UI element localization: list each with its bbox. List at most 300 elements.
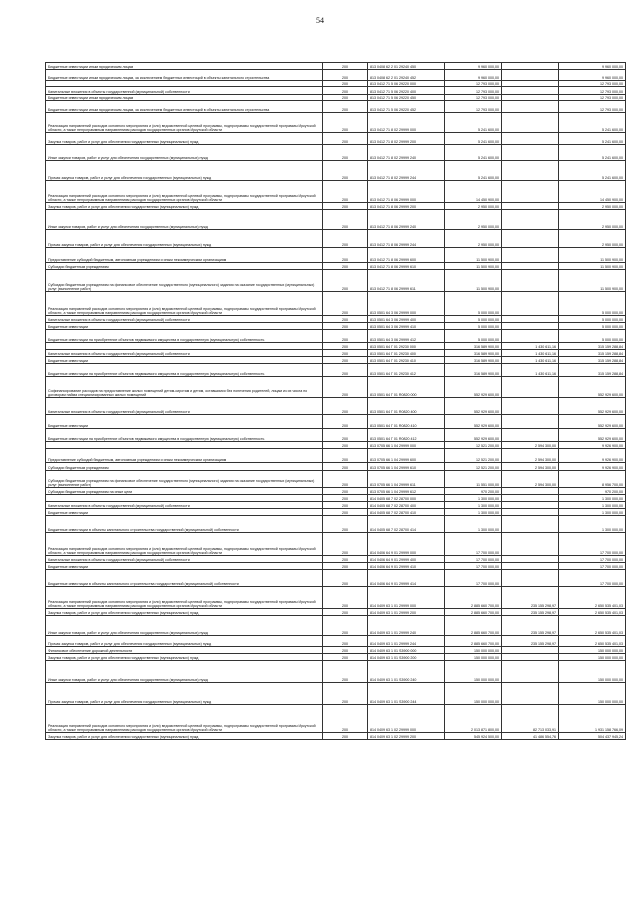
budget-table	[45, 62, 626, 740]
row-value-1: 1 300 000,00	[445, 509, 502, 516]
row-name: Бюджетные инвестиции	[46, 323, 323, 330]
row-number: 200	[323, 647, 368, 654]
row-name: Закупка товаров, работ и услуг для обеспечения государственных (муниципальных) нужд	[46, 609, 323, 616]
row-value-3: 1 931 158 766,09	[559, 705, 626, 733]
row-value-3: 5 241 600,00	[559, 161, 626, 181]
row-value-2	[502, 210, 559, 230]
row-value-2	[502, 133, 559, 145]
row-name: Бюджетные инвестиции	[46, 509, 323, 516]
row-value-3: 9 926 900,00	[559, 442, 626, 449]
row-number: 200	[323, 101, 368, 113]
row-code: 813 0408 62 2 01 29240 452	[368, 70, 445, 81]
row-value-1: 1 300 000,00	[445, 516, 502, 533]
row-value-2	[502, 570, 559, 587]
row-number: 200	[323, 377, 368, 398]
row-name: Бюджетные инвестиции	[46, 563, 323, 570]
row-code: 813 0408 62 2 01 29240 450	[368, 63, 445, 70]
row-name: Бюджетные инвестиции	[46, 415, 323, 429]
table-row	[46, 415, 626, 429]
row-value-2	[502, 415, 559, 429]
row-name: Капитальные вложения в объекты государственной (муниципальной) собственности	[46, 87, 323, 95]
row-value-3: 315 159 288,84	[559, 364, 626, 377]
table-row	[46, 316, 626, 323]
table-row	[46, 563, 626, 570]
row-value-1: 545 924 500,00	[445, 733, 502, 740]
row-name: Субсидии бюджетным учреждениям на финансовое обеспечение государственного (муниципального) задания на оказание государственных (муниципальных) услуг (выполнение работ)	[46, 270, 323, 292]
row-code: 813 0705 66 1 04 29999 610	[368, 463, 445, 471]
row-value-3: 14 450 900,00	[559, 181, 626, 203]
table-row	[46, 733, 626, 740]
row-name	[46, 495, 323, 502]
row-value-2	[502, 683, 559, 705]
row-code: 814 0409 63 1 01 S3900 240	[368, 661, 445, 683]
table-row	[46, 488, 626, 495]
row-code: 814 0409 63 1 01 29999 244	[368, 636, 445, 647]
row-number: 200	[323, 442, 368, 449]
row-name: Бюджетные инвестиции на приобретение объектов недвижимого имущества в государственную (муниципальную) собственность	[46, 429, 323, 442]
table-row	[46, 587, 626, 609]
row-value-3: 17 700 000,00	[559, 563, 626, 570]
row-value-2	[502, 398, 559, 415]
row-name: Субсидии бюджетным учреждениям	[46, 263, 323, 270]
row-name: Бюджетные инвестиции иным юридическим лицам, за исключением бюджетных инвестиций в объекты капитального строительства	[46, 70, 323, 81]
row-name: Финансовое обеспечение дорожной деятельности	[46, 647, 323, 654]
row-value-2	[502, 654, 559, 661]
row-value-3: 2 950 000,00	[559, 230, 626, 248]
row-value-3: 12 793 000,00	[559, 101, 626, 113]
row-value-2	[502, 87, 559, 95]
row-name: Иные закупки товаров, работ и услуг для обеспечения государственных (муниципальных) нужд	[46, 616, 323, 636]
table-row	[46, 330, 626, 343]
row-value-1: 12 521 200,00	[445, 449, 502, 463]
row-name: Капитальные вложения в объекты государственной (муниципальной) собственности	[46, 350, 323, 357]
row-value-1: 2 950 000,00	[445, 203, 502, 210]
row-code: 814 0409 63 1 01 29999 000	[368, 587, 445, 609]
row-value-3: 1 300 000,00	[559, 495, 626, 502]
row-value-2	[502, 316, 559, 323]
table-row	[46, 516, 626, 533]
table-row	[46, 357, 626, 364]
row-value-1: 5 241 600,00	[445, 161, 502, 181]
row-value-1: 12 793 000,00	[445, 95, 502, 101]
table-row	[46, 323, 626, 330]
row-value-2: 82 713 033,91	[502, 705, 559, 733]
row-value-1: 2 885 660 700,00	[445, 616, 502, 636]
row-value-1: 17 700 000,00	[445, 570, 502, 587]
row-value-3: 9 926 900,00	[559, 449, 626, 463]
row-name: Реализация направлений расходов основного мероприятия и (или) ведомственной целевой программы, подпрограммы государственной программы Иркутской области, а также непрограммным направлениям расходов государственных органов Иркутской области	[46, 705, 323, 733]
row-value-2	[502, 203, 559, 210]
row-value-3: 17 700 000,00	[559, 570, 626, 587]
row-code: 814 0405 68 7 02 28700 000	[368, 495, 445, 502]
row-value-3: 552 929 600,00	[559, 415, 626, 429]
row-number: 200	[323, 113, 368, 133]
row-number: 200	[323, 471, 368, 488]
row-number: 200	[323, 609, 368, 616]
table-row	[46, 87, 626, 95]
row-value-2: 1 430 611,16	[502, 350, 559, 357]
row-code: 814 0405 68 7 02 28700 414	[368, 516, 445, 533]
row-value-1: 2 885 660 700,00	[445, 587, 502, 609]
row-number: 200	[323, 316, 368, 323]
row-value-3: 552 929 600,00	[559, 377, 626, 398]
row-value-2	[502, 181, 559, 203]
row-code: 814 0409 63 1 02 29999 000	[368, 705, 445, 733]
row-code: 814 0405 68 7 02 28700 410	[368, 509, 445, 516]
row-value-1: 12 521 200,00	[445, 463, 502, 471]
table-row	[46, 377, 626, 398]
row-value-2	[502, 488, 559, 495]
row-code: 813 0501 64 3 06 29999 400	[368, 316, 445, 323]
table-row	[46, 70, 626, 81]
row-value-3: 2 950 000,00	[559, 210, 626, 230]
row-value-3: 504 437 945,24	[559, 733, 626, 740]
row-code: 814 0409 63 1 01 29999 200	[368, 609, 445, 616]
row-value-1: 5 241 600,00	[445, 133, 502, 145]
row-value-3: 552 929 600,00	[559, 398, 626, 415]
table-row	[46, 248, 626, 263]
row-value-3: 1 300 000,00	[559, 502, 626, 509]
row-code: 813 0412 71 8 06 29999 610	[368, 263, 445, 270]
row-value-2	[502, 533, 559, 556]
row-value-3: 9 960 000,00	[559, 70, 626, 81]
row-number: 200	[323, 210, 368, 230]
table-row	[46, 145, 626, 161]
row-value-1: 316 589 900,00	[445, 364, 502, 377]
row-number: 200	[323, 683, 368, 705]
row-value-1: 552 929 600,00	[445, 415, 502, 429]
table-row	[46, 161, 626, 181]
row-number: 200	[323, 263, 368, 270]
row-name: Софинансирование расходов на предоставление жилых помещений детям-сиротам и детям, оставшимся без попечения родителей, лицам из их числа по договорам найма специализированных жилых помещений	[46, 377, 323, 398]
row-number: 200	[323, 270, 368, 292]
row-value-2	[502, 502, 559, 509]
row-value-3: 1 300 000,00	[559, 509, 626, 516]
row-value-1: 1 300 000,00	[445, 495, 502, 502]
row-value-1: 150 000 000,00	[445, 661, 502, 683]
row-value-1: 11 500 900,00	[445, 263, 502, 270]
row-value-1: 17 700 000,00	[445, 533, 502, 556]
table-row	[46, 101, 626, 113]
row-value-1: 150 000 000,00	[445, 683, 502, 705]
row-number: 200	[323, 733, 368, 740]
row-number: 200	[323, 63, 368, 70]
row-number: 200	[323, 350, 368, 357]
row-name: Предоставление субсидий бюджетным, автономным учреждениям и иным некоммерческим организациям	[46, 248, 323, 263]
row-value-2	[502, 556, 559, 563]
row-value-2	[502, 70, 559, 81]
row-number: 200	[323, 357, 368, 364]
row-code: 814 0409 63 1 01 S3900 000	[368, 647, 445, 654]
row-name	[46, 343, 323, 350]
row-code: 813 0412 71 8 02 29999 000	[368, 113, 445, 133]
table-row	[46, 616, 626, 636]
row-code: 813 0501 64 Г 01 R0820 412	[368, 429, 445, 442]
row-number: 200	[323, 495, 368, 502]
row-value-1: 12 793 000,00	[445, 101, 502, 113]
table-row	[46, 683, 626, 705]
row-value-3: 315 159 288,84	[559, 343, 626, 350]
table-row	[46, 230, 626, 248]
row-value-2: 1 430 611,16	[502, 343, 559, 350]
row-value-3: 12 793 000,00	[559, 87, 626, 95]
row-number: 200	[323, 70, 368, 81]
row-name: Прочая закупка товаров, работ и услуг для обеспечения государственных (муниципальных) нужд	[46, 161, 323, 181]
row-code: 813 0412 71 8 06 29999 200	[368, 203, 445, 210]
row-number: 200	[323, 364, 368, 377]
row-value-2	[502, 230, 559, 248]
row-value-2	[502, 113, 559, 133]
table-row	[46, 113, 626, 133]
row-value-1: 552 929 600,00	[445, 429, 502, 442]
row-name: Бюджетные инвестиции на приобретение объектов недвижимого имущества в государственную (муниципальную) собственность	[46, 364, 323, 377]
page-number: 54	[316, 16, 324, 25]
row-name: Бюджетные инвестиции	[46, 357, 323, 364]
row-name: Бюджетные инвестиции в объекты капитального строительства государственной (муниципальной) собственности	[46, 570, 323, 587]
row-value-1: 11 551 000,00	[445, 471, 502, 488]
row-value-1: 5 000 000,00	[445, 323, 502, 330]
row-number: 200	[323, 488, 368, 495]
row-value-1: 552 929 600,00	[445, 377, 502, 398]
row-value-1: 970 200,00	[445, 488, 502, 495]
table-row	[46, 292, 626, 316]
row-value-2	[502, 323, 559, 330]
row-number: 200	[323, 292, 368, 316]
row-value-1: 9 960 000,00	[445, 70, 502, 81]
row-name: Субсидии бюджетным учреждениям	[46, 463, 323, 471]
row-name: Реализация направлений расходов основного мероприятия и (или) ведомственной целевой программы, подпрограммы государственной программы Иркутской области, а также непрограммным направлениям расходов государственных органов Иркутской области	[46, 292, 323, 316]
row-value-3: 552 929 600,00	[559, 429, 626, 442]
row-value-1: 17 700 000,00	[445, 556, 502, 563]
row-value-3: 17 700 000,00	[559, 533, 626, 556]
table-row	[46, 705, 626, 733]
row-code: 813 0412 71 8 06 29999 600	[368, 248, 445, 263]
row-value-1: 11 500 900,00	[445, 270, 502, 292]
row-value-2	[502, 63, 559, 70]
table-row	[46, 449, 626, 463]
row-value-2	[502, 330, 559, 343]
table-row	[46, 654, 626, 661]
row-code: 813 0412 71 5 06 29220 400	[368, 87, 445, 95]
row-value-2: 1 430 611,16	[502, 357, 559, 364]
row-number: 200	[323, 509, 368, 516]
row-code: 813 0705 66 1 04 29999 611	[368, 471, 445, 488]
row-value-1: 2 013 871 800,00	[445, 705, 502, 733]
row-number: 200	[323, 570, 368, 587]
row-number: 200	[323, 81, 368, 87]
row-value-2: 235 155 298,97	[502, 616, 559, 636]
row-value-1: 2 885 660 700,00	[445, 609, 502, 616]
row-value-1: 5 000 000,00	[445, 292, 502, 316]
row-value-1: 11 500 900,00	[445, 248, 502, 263]
row-code: 813 0412 71 8 02 29999 240	[368, 145, 445, 161]
row-value-2	[502, 661, 559, 683]
row-value-1: 17 700 000,00	[445, 563, 502, 570]
row-code: 813 0412 71 8 02 29999 244	[368, 161, 445, 181]
row-name: Иные закупки товаров, работ и услуг для обеспечения государственных (муниципальных) нужд	[46, 145, 323, 161]
row-number: 200	[323, 323, 368, 330]
row-name: Бюджетные инвестиции иным юридическим лицам	[46, 63, 323, 70]
table-row	[46, 270, 626, 292]
row-value-2	[502, 509, 559, 516]
row-value-2: 2 594 300,00	[502, 442, 559, 449]
row-code: 813 0501 64 Г 01 R0820 400	[368, 398, 445, 415]
row-number: 200	[323, 661, 368, 683]
row-value-3: 1 300 000,00	[559, 516, 626, 533]
row-name: Предоставление субсидий бюджетным, автономным учреждениям и иным некоммерческим организациям	[46, 449, 323, 463]
row-value-3: 315 159 288,84	[559, 357, 626, 364]
row-value-1: 316 589 900,00	[445, 357, 502, 364]
row-number: 200	[323, 705, 368, 733]
row-number: 200	[323, 636, 368, 647]
table-row	[46, 343, 626, 350]
row-number: 200	[323, 429, 368, 442]
row-number: 200	[323, 181, 368, 203]
row-name: Бюджетные инвестиции иным юридическим лицам, за исключением бюджетных инвестиций в объекты капитального строительства	[46, 101, 323, 113]
table-row	[46, 533, 626, 556]
row-number: 200	[323, 161, 368, 181]
row-code: 813 0412 71 8 06 29999 611	[368, 270, 445, 292]
row-number: 200	[323, 330, 368, 343]
row-code: 813 0501 64 Г 01 29230 412	[368, 364, 445, 377]
row-value-3: 5 000 000,00	[559, 330, 626, 343]
row-value-1: 316 589 900,00	[445, 350, 502, 357]
row-value-2: 235 155 298,97	[502, 587, 559, 609]
row-value-3: 12 793 000,00	[559, 95, 626, 101]
row-code: 813 0705 66 1 04 29999 612	[368, 488, 445, 495]
row-number: 200	[323, 95, 368, 101]
row-value-1: 5 241 600,00	[445, 113, 502, 133]
row-value-3: 970 200,00	[559, 488, 626, 495]
row-value-1: 5 000 000,00	[445, 330, 502, 343]
row-value-2	[502, 145, 559, 161]
row-code: 813 0501 64 Г 01 29230 410	[368, 357, 445, 364]
table-row	[46, 556, 626, 563]
row-value-2: 41 486 554,76	[502, 733, 559, 740]
row-code: 814 0406 64 9 01 29999 414	[368, 570, 445, 587]
row-name: Реализация направлений расходов основного мероприятия и (или) ведомственной целевой программы, подпрограммы государственной программы Иркутской области, а также непрограммным направлениям расходов государственных органов Иркутской области	[46, 587, 323, 609]
row-value-2	[502, 647, 559, 654]
row-value-1: 12 793 000,00	[445, 87, 502, 95]
row-value-3: 5 000 000,00	[559, 316, 626, 323]
row-value-1: 150 000 000,00	[445, 654, 502, 661]
row-value-3: 5 241 600,00	[559, 145, 626, 161]
row-value-3: 2 650 535 401,03	[559, 636, 626, 647]
row-value-2	[502, 429, 559, 442]
row-code: 813 0501 64 Г 01 R0820 000	[368, 377, 445, 398]
row-code: 813 0412 71 8 02 29999 200	[368, 133, 445, 145]
row-number: 200	[323, 449, 368, 463]
table-row	[46, 502, 626, 509]
row-value-2	[502, 563, 559, 570]
row-code: 814 0406 64 9 01 29999 410	[368, 563, 445, 570]
row-code: 813 0412 71 8 06 29999 244	[368, 230, 445, 248]
row-code: 813 0501 64 3 06 29999 410	[368, 323, 445, 330]
row-code: 814 0409 63 1 01 29999 240	[368, 616, 445, 636]
row-code: 814 0406 64 9 01 29999 400	[368, 556, 445, 563]
row-number: 200	[323, 230, 368, 248]
table-row	[46, 509, 626, 516]
row-code: 813 0501 64 Г 01 29230 400	[368, 350, 445, 357]
row-code: 814 0409 63 1 01 S3900 200	[368, 654, 445, 661]
table-row	[46, 442, 626, 449]
row-name: Субсидии бюджетным учреждениям на иные цели	[46, 488, 323, 495]
row-number: 200	[323, 415, 368, 429]
table-row	[46, 429, 626, 442]
row-value-3: 150 000 000,00	[559, 647, 626, 654]
row-value-3: 150 000 000,00	[559, 654, 626, 661]
row-name: Бюджетные инвестиции на приобретение объектов недвижимого имущества в государственную (муниципальную) собственность	[46, 330, 323, 343]
row-code: 814 0405 68 7 02 28700 400	[368, 502, 445, 509]
row-number: 200	[323, 145, 368, 161]
row-name: Капитальные вложения в объекты государственной (муниципальной) собственности	[46, 502, 323, 509]
row-value-2: 2 594 300,00	[502, 449, 559, 463]
row-value-3: 5 000 000,00	[559, 323, 626, 330]
row-value-1: 14 450 900,00	[445, 181, 502, 203]
row-value-2	[502, 292, 559, 316]
row-code: 814 0409 63 1 02 29999 200	[368, 733, 445, 740]
row-number: 200	[323, 248, 368, 263]
row-name	[46, 442, 323, 449]
row-value-3: 9 960 000,00	[559, 63, 626, 70]
row-number: 200	[323, 463, 368, 471]
row-name: Закупка товаров, работ и услуг для обеспечения государственных (муниципальных) нужд	[46, 654, 323, 661]
table-row	[46, 495, 626, 502]
row-code: 813 0412 71 5 06 29220 450	[368, 95, 445, 101]
row-value-3: 2 650 535 401,03	[559, 587, 626, 609]
row-value-3: 11 500 900,00	[559, 270, 626, 292]
row-value-3: 12 793 000,00	[559, 81, 626, 87]
table-row	[46, 636, 626, 647]
table-row	[46, 210, 626, 230]
row-name: Прочая закупка товаров, работ и услуг для обеспечения государственных (муниципальных) нужд	[46, 636, 323, 647]
row-code: 813 0412 71 8 06 29999 240	[368, 210, 445, 230]
row-value-2: 235 155 298,97	[502, 609, 559, 616]
row-code: 813 0501 64 3 06 29999 412	[368, 330, 445, 343]
row-name: Закупка товаров, работ и услуг для обеспечения государственных (муниципальных) нужд	[46, 133, 323, 145]
row-value-1: 2 950 000,00	[445, 230, 502, 248]
row-value-1: 12 793 000,00	[445, 81, 502, 87]
row-name: Иные закупки товаров, работ и услуг для обеспечения государственных (муниципальных) нужд	[46, 661, 323, 683]
row-value-3: 2 950 000,00	[559, 203, 626, 210]
table-row	[46, 350, 626, 357]
row-number: 200	[323, 654, 368, 661]
budget-table-body	[46, 63, 626, 740]
table-row	[46, 263, 626, 270]
row-number: 200	[323, 533, 368, 556]
row-value-3: 2 650 535 401,03	[559, 609, 626, 616]
row-code: 813 0501 64 Г 01 R0820 410	[368, 415, 445, 429]
row-value-3: 5 241 600,00	[559, 113, 626, 133]
table-row	[46, 133, 626, 145]
row-value-2	[502, 263, 559, 270]
row-value-1: 2 885 660 700,00	[445, 636, 502, 647]
row-value-2	[502, 101, 559, 113]
table-row	[46, 364, 626, 377]
row-name: Капитальные вложения в объекты государственной (муниципальной) собственности	[46, 316, 323, 323]
row-value-1: 316 589 900,00	[445, 343, 502, 350]
row-name: Капитальные вложения в объекты государственной (муниципальной) собственности	[46, 398, 323, 415]
row-value-2	[502, 495, 559, 502]
row-number: 200	[323, 556, 368, 563]
row-name: Реализация направлений расходов основного мероприятия и (или) ведомственной целевой программы, подпрограммы государственной программы Иркутской области, а также непрограммным направлениям расходов государственных органов Иркутской области	[46, 113, 323, 133]
row-code: 814 0409 63 1 01 S3900 244	[368, 683, 445, 705]
row-value-1: 150 000 000,00	[445, 647, 502, 654]
row-code: 813 0412 71 8 06 29999 000	[368, 181, 445, 203]
row-name: Субсидии бюджетным учреждениям на финансовое обеспечение государственного (муниципального) задания на оказание государственных (муниципальных) услуг (выполнение работ)	[46, 471, 323, 488]
row-value-3: 150 000 000,00	[559, 661, 626, 683]
row-code: 814 0406 64 9 01 29999 000	[368, 533, 445, 556]
